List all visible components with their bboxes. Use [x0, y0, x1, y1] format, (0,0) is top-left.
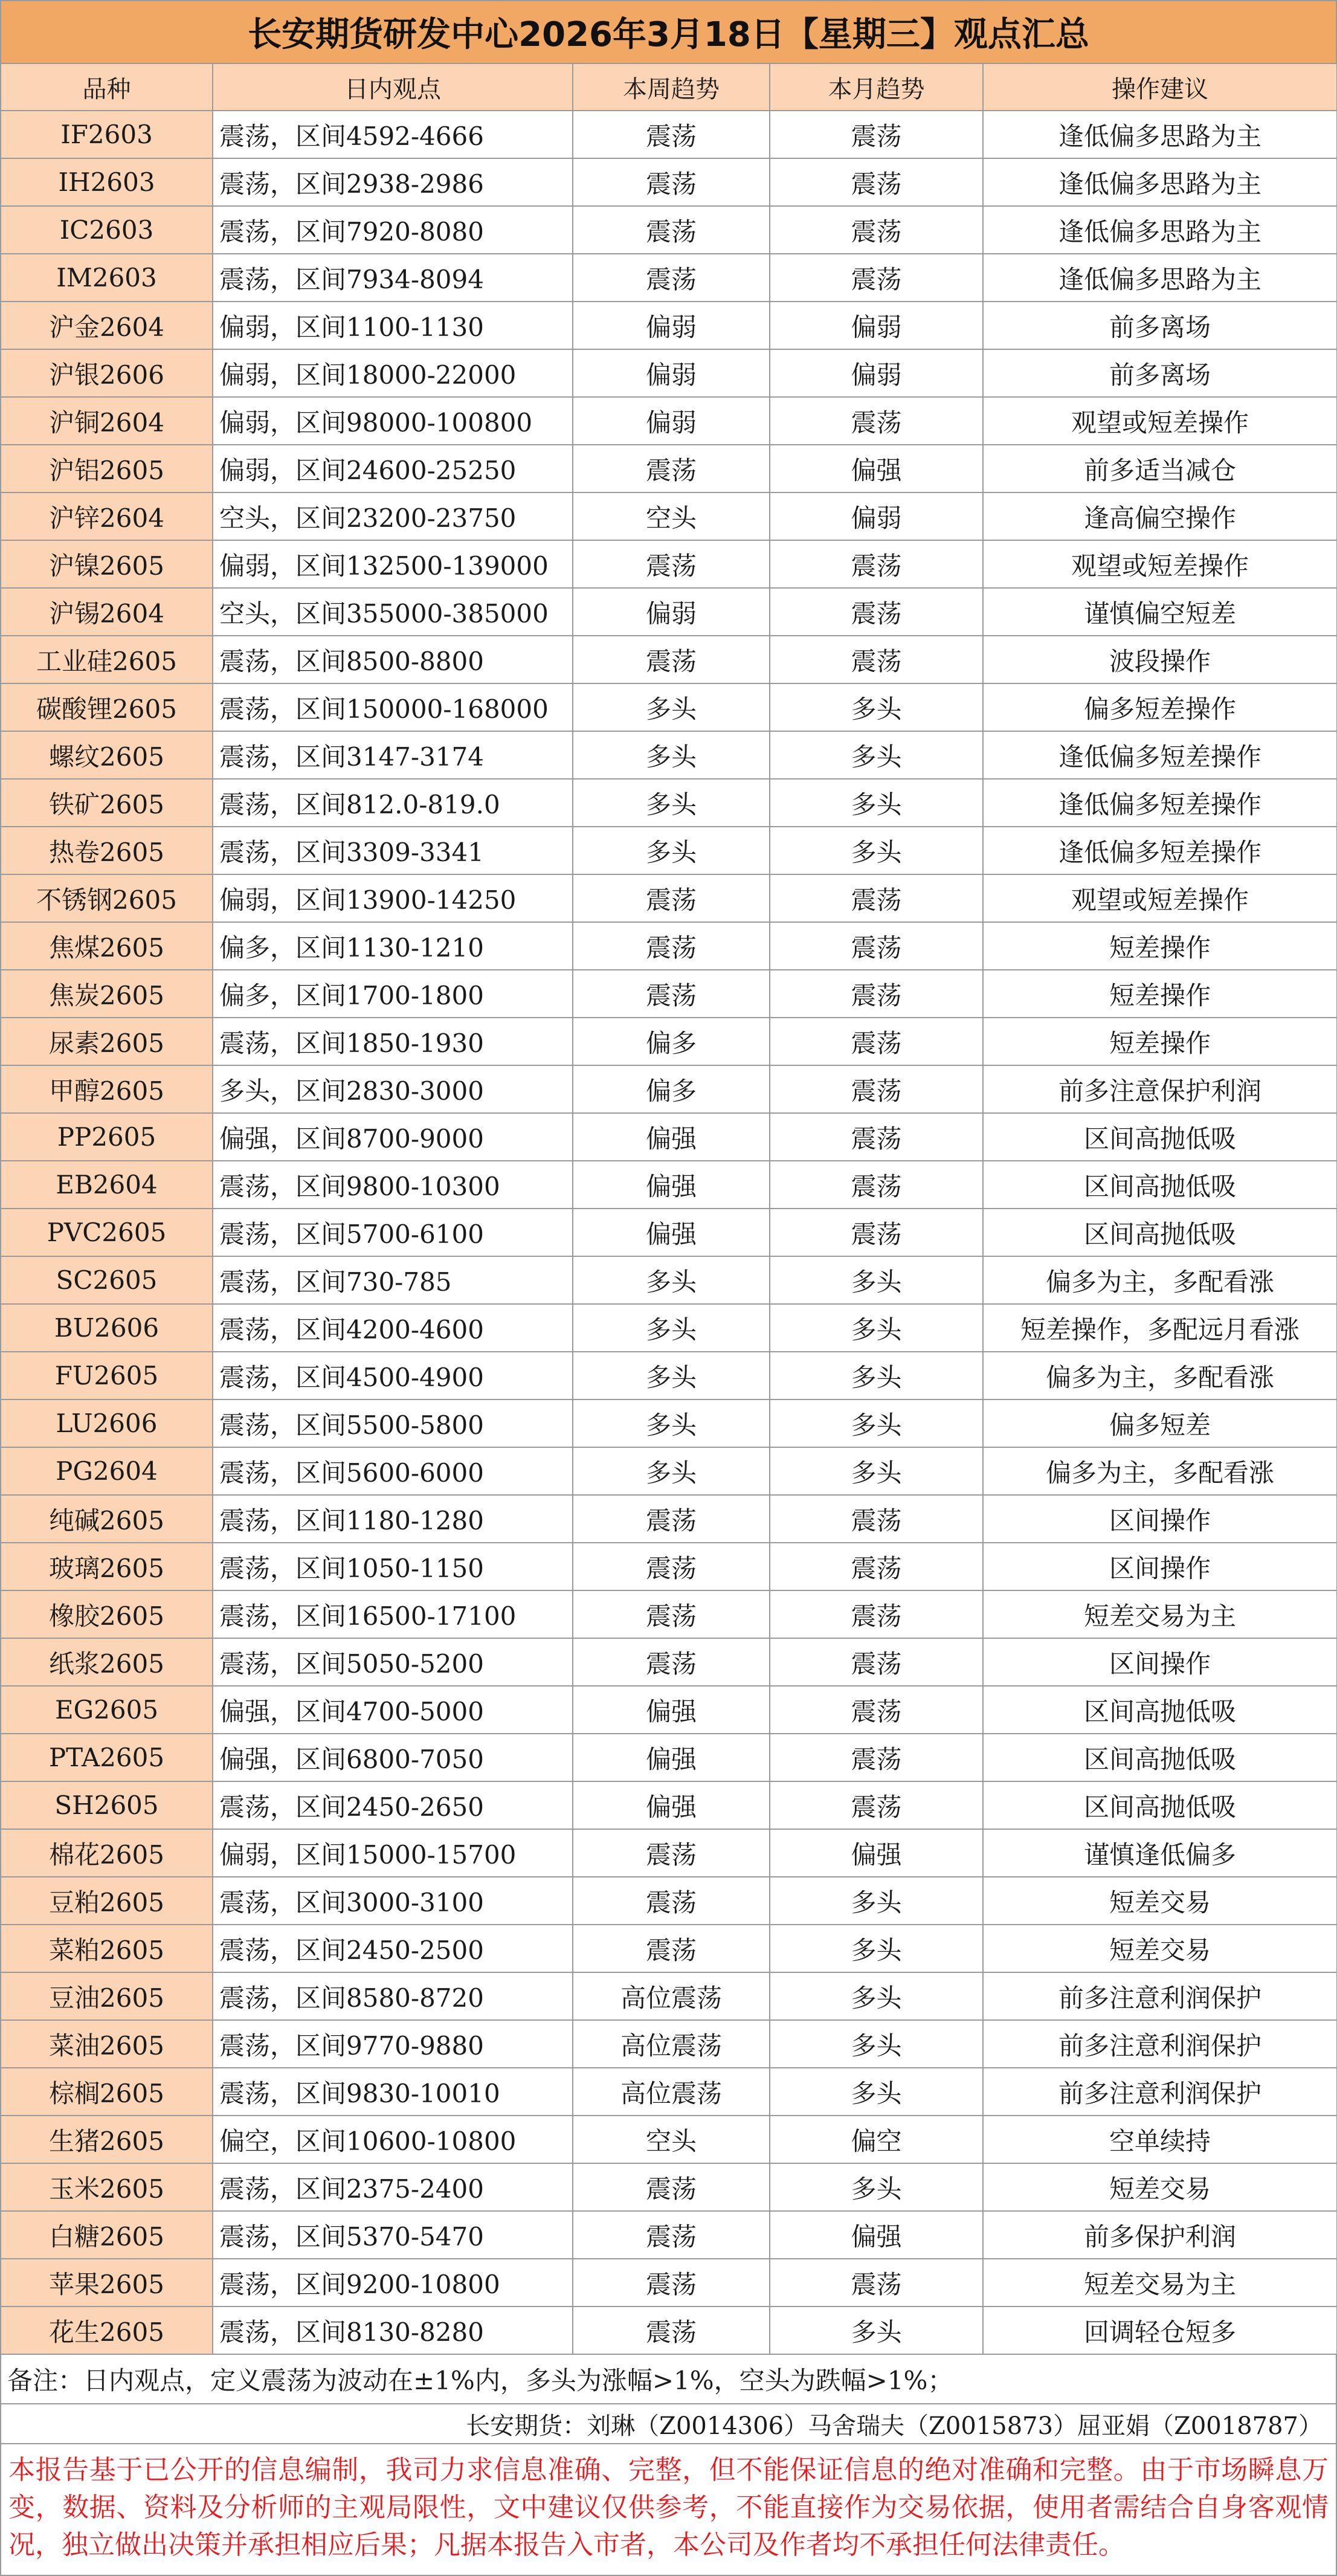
intraday-view-cell: 震荡，区间1850-1930: [213, 1018, 573, 1065]
table-row: [1, 2259, 1337, 2306]
weekly-trend-cell: 震荡: [573, 2211, 770, 2259]
table-row: [1, 1734, 1337, 1781]
monthly-trend-cell: 震荡: [770, 397, 983, 445]
suggestion-cell: 前多注意利润保护: [983, 2068, 1337, 2116]
suggestion-cell: 短差操作: [983, 1018, 1337, 1065]
intraday-view-cell: 震荡，区间1050-1150: [213, 1543, 573, 1590]
analyst-credits: 长安期货：刘琳（Z0014306）马舍瑞夫（Z0015873）屈亚娟（Z0018787）: [1, 2404, 1337, 2444]
table-row: [1, 636, 1337, 683]
intraday-view-cell: 震荡，区间150000-168000: [213, 683, 573, 731]
monthly-trend-cell: 多头: [770, 1352, 983, 1399]
table-row: [1, 1352, 1337, 1399]
table-row: [1, 2306, 1337, 2354]
weekly-trend-cell: 震荡: [573, 206, 770, 254]
intraday-view-cell: 震荡，区间4592-4666: [213, 111, 573, 158]
weekly-trend-cell: 多头: [573, 827, 770, 874]
variety-cell: BU2606: [1, 1304, 213, 1352]
table-row: [1, 1877, 1337, 1925]
table-row: [1, 1495, 1337, 1543]
table-row: [1, 1543, 1337, 1590]
weekly-trend-cell: 震荡: [573, 254, 770, 302]
suggestion-cell: 偏多短差: [983, 1399, 1337, 1447]
variety-cell: SH2605: [1, 1781, 213, 1829]
weekly-trend-cell: 震荡: [573, 1495, 770, 1543]
weekly-trend-cell: 多头: [573, 731, 770, 779]
variety-cell: 棕榈2605: [1, 2068, 213, 2116]
suggestion-cell: 前多注意利润保护: [983, 1972, 1337, 2020]
intraday-view-cell: 偏弱，区间15000-15700: [213, 1829, 573, 1877]
intraday-view-cell: 震荡，区间8130-8280: [213, 2306, 573, 2354]
intraday-view-cell: 偏强，区间4700-5000: [213, 1686, 573, 1734]
weekly-trend-cell: 多头: [573, 1352, 770, 1399]
suggestion-cell: 观望或短差操作: [983, 397, 1337, 445]
suggestion-cell: 逢低偏多短差操作: [983, 827, 1337, 874]
table-row: [1, 2020, 1337, 2068]
suggestion-cell: 前多离场: [983, 349, 1337, 397]
monthly-trend-cell: 震荡: [770, 636, 983, 683]
table-row: [1, 1590, 1337, 1638]
intraday-view-cell: 震荡，区间5700-6100: [213, 1209, 573, 1256]
header-intraday-view: 日内观点: [213, 64, 573, 111]
monthly-trend-cell: 震荡: [770, 1209, 983, 1256]
weekly-trend-cell: 偏强: [573, 1734, 770, 1781]
intraday-view-cell: 空头，区间355000-385000: [213, 588, 573, 636]
weekly-trend-cell: 高位震荡: [573, 2068, 770, 2116]
intraday-view-cell: 震荡，区间2938-2986: [213, 158, 573, 206]
suggestion-cell: 偏多为主，多配看涨: [983, 1352, 1337, 1399]
intraday-view-cell: 震荡，区间7934-8094: [213, 254, 573, 302]
table-row: [1, 1638, 1337, 1686]
table-row: [1, 1829, 1337, 1877]
table-row: [1, 970, 1337, 1018]
weekly-trend-cell: 偏强: [573, 1161, 770, 1209]
table-row: [1, 302, 1337, 349]
intraday-view-cell: 多头，区间2830-3000: [213, 1065, 573, 1113]
suggestion-cell: 谨慎逢低偏多: [983, 1829, 1337, 1877]
table-row: [1, 1972, 1337, 2020]
suggestion-cell: 短差操作: [983, 970, 1337, 1018]
footnote: 备注：日内观点，定义震荡为波动在±1%内，多头为涨幅>1%，空头为跌幅>1%；: [1, 2355, 1337, 2404]
weekly-trend-cell: 偏多: [573, 1018, 770, 1065]
table-row: [1, 731, 1337, 779]
monthly-trend-cell: 偏强: [770, 2211, 983, 2259]
weekly-trend-cell: 震荡: [573, 1590, 770, 1638]
monthly-trend-cell: 震荡: [770, 588, 983, 636]
table-row: [1, 1686, 1337, 1734]
suggestion-cell: 短差交易: [983, 2163, 1337, 2211]
weekly-trend-cell: 震荡: [573, 1829, 770, 1877]
intraday-view-cell: 震荡，区间2375-2400: [213, 2163, 573, 2211]
variety-cell: 菜油2605: [1, 2020, 213, 2068]
monthly-trend-cell: 偏强: [770, 445, 983, 492]
weekly-trend-cell: 震荡: [573, 1877, 770, 1925]
monthly-trend-cell: 偏强: [770, 1829, 983, 1877]
intraday-view-cell: 震荡，区间2450-2650: [213, 1781, 573, 1829]
weekly-trend-cell: 震荡: [573, 1925, 770, 1972]
monthly-trend-cell: 多头: [770, 1877, 983, 1925]
monthly-trend-cell: 多头: [770, 1972, 983, 2020]
views-table: [1, 64, 1337, 2355]
variety-cell: 甲醇2605: [1, 1065, 213, 1113]
suggestion-cell: 区间高抛低吸: [983, 1209, 1337, 1256]
intraday-view-cell: 震荡，区间812.0-819.0: [213, 779, 573, 827]
table-row: [1, 588, 1337, 636]
weekly-trend-cell: 多头: [573, 1447, 770, 1495]
table-row: [1, 2068, 1337, 2116]
variety-cell: EG2605: [1, 1686, 213, 1734]
variety-cell: 棉花2605: [1, 1829, 213, 1877]
monthly-trend-cell: 震荡: [770, 1543, 983, 1590]
table-row: [1, 922, 1337, 970]
weekly-trend-cell: 偏强: [573, 1686, 770, 1734]
variety-cell: LU2606: [1, 1399, 213, 1447]
monthly-trend-cell: 震荡: [770, 1638, 983, 1686]
monthly-trend-cell: 震荡: [770, 1734, 983, 1781]
variety-cell: 花生2605: [1, 2306, 213, 2354]
monthly-trend-cell: 震荡: [770, 1018, 983, 1065]
suggestion-cell: 逢低偏多思路为主: [983, 111, 1337, 158]
table-row: [1, 1781, 1337, 1829]
suggestion-cell: 空单续持: [983, 2116, 1337, 2163]
variety-cell: 沪银2606: [1, 349, 213, 397]
table-row: [1, 1113, 1337, 1161]
monthly-trend-cell: 多头: [770, 1256, 983, 1304]
variety-cell: 菜粕2605: [1, 1925, 213, 1972]
weekly-trend-cell: 震荡: [573, 111, 770, 158]
variety-cell: 沪锡2604: [1, 588, 213, 636]
intraday-view-cell: 震荡，区间3147-3174: [213, 731, 573, 779]
monthly-trend-cell: 震荡: [770, 540, 983, 588]
report-title: 长安期货研发中心2026年3月18日【星期三】观点汇总: [1, 1, 1337, 64]
table-row: [1, 827, 1337, 874]
monthly-trend-cell: 多头: [770, 1399, 983, 1447]
intraday-view-cell: 空头，区间23200-23750: [213, 492, 573, 540]
variety-cell: 焦炭2605: [1, 970, 213, 1018]
weekly-trend-cell: 偏多: [573, 1065, 770, 1113]
suggestion-cell: 短差操作: [983, 922, 1337, 970]
variety-cell: 豆粕2605: [1, 1877, 213, 1925]
table-body: [1, 111, 1337, 2354]
weekly-trend-cell: 震荡: [573, 1543, 770, 1590]
weekly-trend-cell: 震荡: [573, 922, 770, 970]
monthly-trend-cell: 震荡: [770, 922, 983, 970]
suggestion-cell: 逢低偏多短差操作: [983, 779, 1337, 827]
intraday-view-cell: 震荡，区间4500-4900: [213, 1352, 573, 1399]
weekly-trend-cell: 震荡: [573, 1638, 770, 1686]
intraday-view-cell: 震荡，区间5500-5800: [213, 1399, 573, 1447]
table-row: [1, 397, 1337, 445]
intraday-view-cell: 震荡，区间8580-8720: [213, 1972, 573, 2020]
intraday-view-cell: 偏强，区间6800-7050: [213, 1734, 573, 1781]
monthly-trend-cell: 多头: [770, 2068, 983, 2116]
intraday-view-cell: 偏多，区间1130-1210: [213, 922, 573, 970]
suggestion-cell: 偏多为主，多配看涨: [983, 1256, 1337, 1304]
monthly-trend-cell: 震荡: [770, 206, 983, 254]
variety-cell: 不锈钢2605: [1, 874, 213, 922]
variety-cell: PP2605: [1, 1113, 213, 1161]
intraday-view-cell: 震荡，区间2450-2500: [213, 1925, 573, 1972]
table-row: [1, 1018, 1337, 1065]
intraday-view-cell: 震荡，区间9830-10010: [213, 2068, 573, 2116]
suggestion-cell: 短差交易为主: [983, 2259, 1337, 2306]
variety-cell: 工业硅2605: [1, 636, 213, 683]
table-row: [1, 540, 1337, 588]
monthly-trend-cell: 多头: [770, 683, 983, 731]
disclaimer: 本报告基于已公开的信息编制，我司力求信息准确、完整，但不能保证信息的绝对准确和完整。由于市场瞬息万变，数据、资料及分析师的主观局限性，文中建议仅供参考，不能直接作为交易依据，使用者需结合自身客观情况，独立做出决策并承担相应后果；凡据本报告入市者，本公司及作者均不承担任何法律责任。: [1, 2444, 1337, 2576]
table-row: [1, 1399, 1337, 1447]
intraday-view-cell: 震荡，区间5050-5200: [213, 1638, 573, 1686]
table-row: [1, 206, 1337, 254]
variety-cell: FU2605: [1, 1352, 213, 1399]
weekly-trend-cell: 偏强: [573, 1781, 770, 1829]
table-row: [1, 2116, 1337, 2163]
monthly-trend-cell: 多头: [770, 779, 983, 827]
table-row: [1, 779, 1337, 827]
intraday-view-cell: 震荡，区间7920-8080: [213, 206, 573, 254]
variety-cell: 尿素2605: [1, 1018, 213, 1065]
monthly-trend-cell: 震荡: [770, 254, 983, 302]
intraday-view-cell: 偏多，区间1700-1800: [213, 970, 573, 1018]
suggestion-cell: 区间操作: [983, 1638, 1337, 1686]
suggestion-cell: 区间操作: [983, 1543, 1337, 1590]
variety-cell: PTA2605: [1, 1734, 213, 1781]
weekly-trend-cell: 高位震荡: [573, 1972, 770, 2020]
suggestion-cell: 观望或短差操作: [983, 540, 1337, 588]
variety-cell: IF2603: [1, 111, 213, 158]
suggestion-cell: 前多注意保护利润: [983, 1065, 1337, 1113]
weekly-trend-cell: 偏弱: [573, 349, 770, 397]
weekly-trend-cell: 偏弱: [573, 302, 770, 349]
weekly-trend-cell: 多头: [573, 683, 770, 731]
suggestion-cell: 波段操作: [983, 636, 1337, 683]
weekly-trend-cell: 震荡: [573, 2306, 770, 2354]
monthly-trend-cell: 多头: [770, 1304, 983, 1352]
variety-cell: 白糖2605: [1, 2211, 213, 2259]
weekly-trend-cell: 震荡: [573, 2259, 770, 2306]
monthly-trend-cell: 震荡: [770, 158, 983, 206]
monthly-trend-cell: 震荡: [770, 2259, 983, 2306]
variety-cell: 纸浆2605: [1, 1638, 213, 1686]
weekly-trend-cell: 多头: [573, 1256, 770, 1304]
weekly-trend-cell: 震荡: [573, 158, 770, 206]
monthly-trend-cell: 震荡: [770, 1781, 983, 1829]
suggestion-cell: 前多离场: [983, 302, 1337, 349]
table-row: [1, 1925, 1337, 1972]
table-row: [1, 2211, 1337, 2259]
table-row: [1, 349, 1337, 397]
table-row: [1, 1304, 1337, 1352]
suggestion-cell: 短差交易: [983, 1877, 1337, 1925]
weekly-trend-cell: 震荡: [573, 445, 770, 492]
weekly-trend-cell: 偏弱: [573, 588, 770, 636]
monthly-trend-cell: 震荡: [770, 874, 983, 922]
suggestion-cell: 区间高抛低吸: [983, 1734, 1337, 1781]
suggestion-cell: 偏多为主，多配看涨: [983, 1447, 1337, 1495]
weekly-trend-cell: 空头: [573, 2116, 770, 2163]
weekly-trend-cell: 震荡: [573, 540, 770, 588]
variety-cell: 橡胶2605: [1, 1590, 213, 1638]
suggestion-cell: 观望或短差操作: [983, 874, 1337, 922]
table-row: [1, 683, 1337, 731]
variety-cell: EB2604: [1, 1161, 213, 1209]
variety-cell: 沪镍2605: [1, 540, 213, 588]
variety-cell: PG2604: [1, 1447, 213, 1495]
monthly-trend-cell: 震荡: [770, 1686, 983, 1734]
weekly-trend-cell: 空头: [573, 492, 770, 540]
intraday-view-cell: 震荡，区间730-785: [213, 1256, 573, 1304]
variety-cell: 纯碱2605: [1, 1495, 213, 1543]
variety-cell: 热卷2605: [1, 827, 213, 874]
intraday-view-cell: 震荡，区间4200-4600: [213, 1304, 573, 1352]
intraday-view-cell: 震荡，区间8500-8800: [213, 636, 573, 683]
intraday-view-cell: 偏弱，区间132500-139000: [213, 540, 573, 588]
monthly-trend-cell: 多头: [770, 2306, 983, 2354]
header-variety: 品种: [1, 64, 213, 111]
variety-cell: 碳酸锂2605: [1, 683, 213, 731]
suggestion-cell: 区间操作: [983, 1495, 1337, 1543]
monthly-trend-cell: 多头: [770, 2163, 983, 2211]
weekly-trend-cell: 震荡: [573, 874, 770, 922]
suggestion-cell: 逢低偏多短差操作: [983, 731, 1337, 779]
intraday-view-cell: 偏弱，区间13900-14250: [213, 874, 573, 922]
variety-cell: 沪金2604: [1, 302, 213, 349]
suggestion-cell: 短差操作，多配远月看涨: [983, 1304, 1337, 1352]
table-row: [1, 1065, 1337, 1113]
suggestion-cell: 区间高抛低吸: [983, 1113, 1337, 1161]
intraday-view-cell: 震荡，区间3000-3100: [213, 1877, 573, 1925]
monthly-trend-cell: 多头: [770, 1925, 983, 1972]
weekly-trend-cell: 震荡: [573, 2163, 770, 2211]
table-row: [1, 1209, 1337, 1256]
variety-cell: IM2603: [1, 254, 213, 302]
weekly-trend-cell: 高位震荡: [573, 2020, 770, 2068]
monthly-trend-cell: 震荡: [770, 1161, 983, 1209]
suggestion-cell: 短差交易为主: [983, 1590, 1337, 1638]
table-row: [1, 1161, 1337, 1209]
variety-cell: 玻璃2605: [1, 1543, 213, 1590]
intraday-view-cell: 偏弱，区间24600-25250: [213, 445, 573, 492]
suggestion-cell: 逢高偏空操作: [983, 492, 1337, 540]
monthly-trend-cell: 多头: [770, 1447, 983, 1495]
intraday-view-cell: 偏强，区间8700-9000: [213, 1113, 573, 1161]
variety-cell: 螺纹2605: [1, 731, 213, 779]
table-row: [1, 1256, 1337, 1304]
monthly-trend-cell: 多头: [770, 731, 983, 779]
monthly-trend-cell: 震荡: [770, 1113, 983, 1161]
table-header-row: [1, 64, 1337, 111]
intraday-view-cell: 偏弱，区间1100-1130: [213, 302, 573, 349]
header-monthly-trend: 本月趋势: [770, 64, 983, 111]
weekly-trend-cell: 多头: [573, 779, 770, 827]
weekly-trend-cell: 震荡: [573, 636, 770, 683]
weekly-trend-cell: 偏弱: [573, 397, 770, 445]
intraday-view-cell: 震荡，区间9770-9880: [213, 2020, 573, 2068]
variety-cell: SC2605: [1, 1256, 213, 1304]
variety-cell: PVC2605: [1, 1209, 213, 1256]
monthly-trend-cell: 偏弱: [770, 302, 983, 349]
variety-cell: IH2603: [1, 158, 213, 206]
variety-cell: 沪锌2604: [1, 492, 213, 540]
table-row: [1, 2163, 1337, 2211]
variety-cell: 铁矿2605: [1, 779, 213, 827]
monthly-trend-cell: 多头: [770, 2020, 983, 2068]
table-row: [1, 111, 1337, 158]
table-row: [1, 254, 1337, 302]
suggestion-cell: 区间高抛低吸: [983, 1161, 1337, 1209]
intraday-view-cell: 偏空，区间10600-10800: [213, 2116, 573, 2163]
header-weekly-trend: 本周趋势: [573, 64, 770, 111]
weekly-trend-cell: 偏强: [573, 1209, 770, 1256]
intraday-view-cell: 震荡，区间16500-17100: [213, 1590, 573, 1638]
weekly-trend-cell: 多头: [573, 1304, 770, 1352]
suggestion-cell: 谨慎偏空短差: [983, 588, 1337, 636]
variety-cell: IC2603: [1, 206, 213, 254]
suggestion-cell: 前多适当减仓: [983, 445, 1337, 492]
monthly-trend-cell: 震荡: [770, 1065, 983, 1113]
table-row: [1, 1447, 1337, 1495]
suggestion-cell: 逢低偏多思路为主: [983, 206, 1337, 254]
weekly-trend-cell: 偏强: [573, 1113, 770, 1161]
suggestion-cell: 偏多短差操作: [983, 683, 1337, 731]
table-row: [1, 158, 1337, 206]
suggestion-cell: 区间高抛低吸: [983, 1686, 1337, 1734]
suggestion-cell: 回调轻仓短多: [983, 2306, 1337, 2354]
monthly-trend-cell: 偏空: [770, 2116, 983, 2163]
monthly-trend-cell: 震荡: [770, 111, 983, 158]
variety-cell: 生猪2605: [1, 2116, 213, 2163]
suggestion-cell: 逢低偏多思路为主: [983, 158, 1337, 206]
suggestion-cell: 逢低偏多思路为主: [983, 254, 1337, 302]
variety-cell: 焦煤2605: [1, 922, 213, 970]
suggestion-cell: 前多注意利润保护: [983, 2020, 1337, 2068]
weekly-trend-cell: 震荡: [573, 970, 770, 1018]
variety-cell: 沪铜2604: [1, 397, 213, 445]
suggestion-cell: 短差交易: [983, 1925, 1337, 1972]
table-row: [1, 874, 1337, 922]
variety-cell: 沪铝2605: [1, 445, 213, 492]
monthly-trend-cell: 偏弱: [770, 492, 983, 540]
monthly-trend-cell: 震荡: [770, 1590, 983, 1638]
monthly-trend-cell: 偏弱: [770, 349, 983, 397]
header-suggestion: 操作建议: [983, 64, 1337, 111]
intraday-view-cell: 偏弱，区间18000-22000: [213, 349, 573, 397]
variety-cell: 苹果2605: [1, 2259, 213, 2306]
intraday-view-cell: 震荡，区间9200-10800: [213, 2259, 573, 2306]
table-row: [1, 445, 1337, 492]
intraday-view-cell: 震荡，区间5600-6000: [213, 1447, 573, 1495]
variety-cell: 豆油2605: [1, 1972, 213, 2020]
intraday-view-cell: 震荡，区间3309-3341: [213, 827, 573, 874]
table-row: [1, 492, 1337, 540]
variety-cell: 玉米2605: [1, 2163, 213, 2211]
weekly-trend-cell: 多头: [573, 1399, 770, 1447]
intraday-view-cell: 震荡，区间5370-5470: [213, 2211, 573, 2259]
suggestion-cell: 区间高抛低吸: [983, 1781, 1337, 1829]
intraday-view-cell: 震荡，区间1180-1280: [213, 1495, 573, 1543]
intraday-view-cell: 偏弱，区间98000-100800: [213, 397, 573, 445]
monthly-trend-cell: 震荡: [770, 970, 983, 1018]
intraday-view-cell: 震荡，区间9800-10300: [213, 1161, 573, 1209]
monthly-trend-cell: 震荡: [770, 1495, 983, 1543]
monthly-trend-cell: 多头: [770, 827, 983, 874]
suggestion-cell: 前多保护利润: [983, 2211, 1337, 2259]
